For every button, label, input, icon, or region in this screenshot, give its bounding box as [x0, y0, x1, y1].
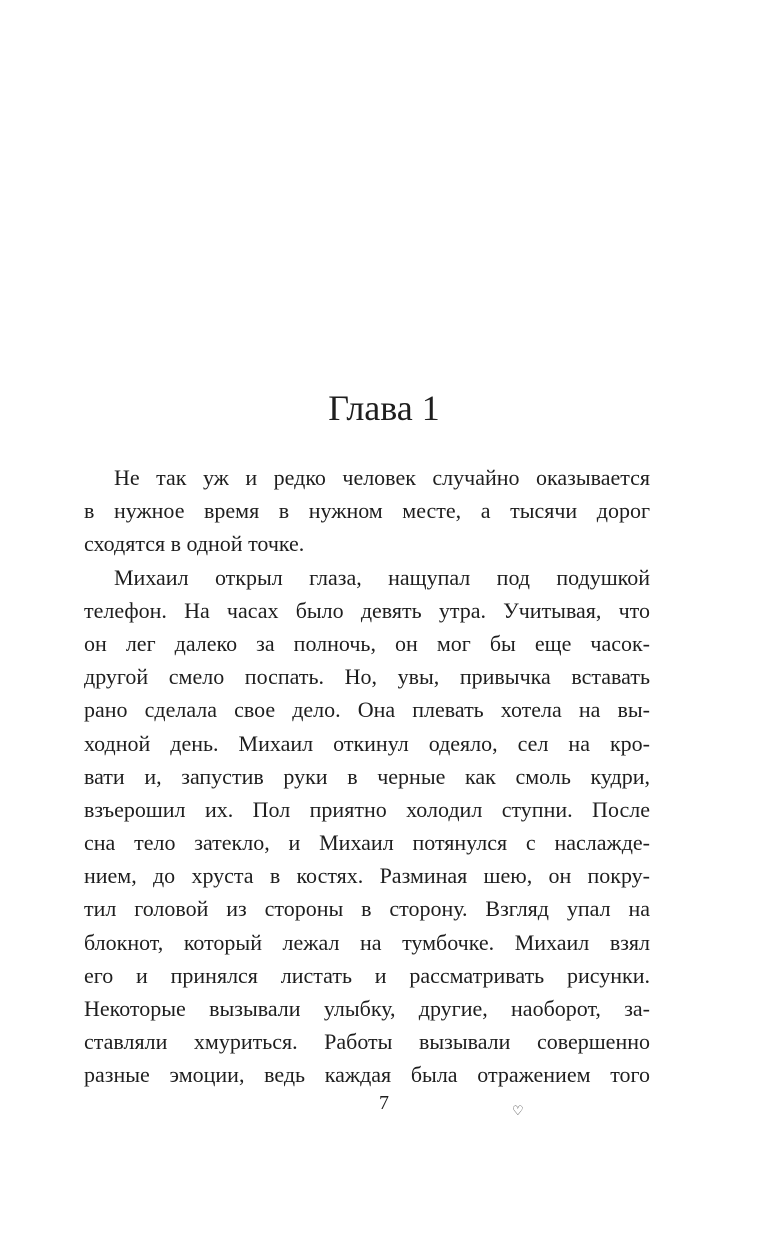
- text-line: вати и, запустив руки в черные как смоль кудри,: [84, 763, 650, 789]
- text-line: ходной день. Михаил откинул одеяло, сел на кро-: [84, 730, 650, 756]
- text-line: его и принялся листать и рассматривать рисунки.: [84, 962, 650, 988]
- text-line: нием, до хруста в костях. Разминая шею, он покру-: [84, 863, 650, 889]
- text-line: в нужное время в нужном месте, а тысячи дорог: [84, 498, 650, 524]
- text-line: разные эмоции, ведь каждая была отражением того: [84, 1062, 650, 1088]
- text-line: тил головой из стороны в сторону. Взгляд упал на: [84, 896, 650, 922]
- text-line: рано сделала свое дело. Она плевать хотела на вы-: [84, 697, 650, 723]
- text-line: взъерошил их. Пол приятно холодил ступни. После: [84, 796, 650, 822]
- text-line: телефон. На часах было девять утра. Учитывая, что: [84, 597, 650, 623]
- body-text: [84, 461, 650, 1092]
- text-line: сходятся в одной точке.: [84, 531, 305, 557]
- text-line: Не так уж и редко человек случайно оказывается: [114, 465, 650, 490]
- text-line: ставляли хмуриться. Работы вызывали совершенно: [84, 1029, 650, 1055]
- text-line: Некоторые вызывали улыбку, другие, наоборот, за-: [84, 996, 650, 1021]
- text-line: другой смело поспать. Но, увы, привычка вставать: [84, 664, 650, 690]
- text-line: сна тело затекло, и Михаил потянулся с наслажде-: [84, 830, 650, 856]
- heart-icon: ♡: [512, 1104, 524, 1119]
- page-number: 7: [379, 1092, 389, 1114]
- text-line: он лег далеко за полночь, он мог бы еще часок-: [84, 630, 650, 656]
- text-line: Михаил открыл глаза, нащупал под подушкой: [114, 564, 650, 590]
- text-line: блокнот, который лежал на тумбочке. Михаил взял: [84, 929, 650, 955]
- chapter-title: Глава 1: [328, 388, 440, 428]
